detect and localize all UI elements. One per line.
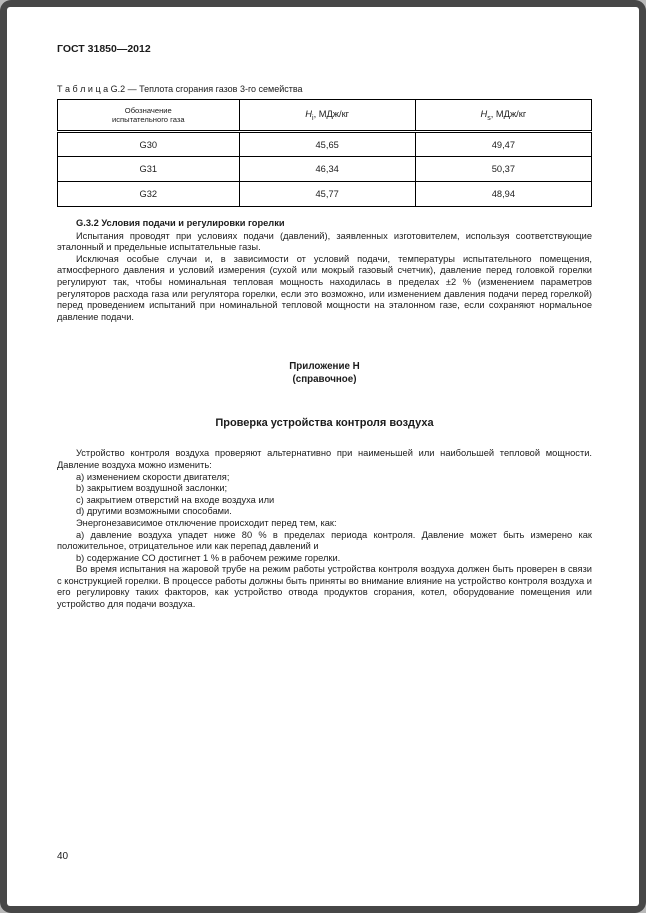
table-header-row <box>58 100 592 132</box>
table-row <box>58 182 592 207</box>
paragraph-shutdown-intro: Энергонезависимое отключение происходит перед тем, как: <box>76 517 337 528</box>
hs-subscript: s <box>487 114 491 122</box>
table-caption: Т а б л и ц а G.2 — Теплота сгорания газов 3-го семейства <box>57 84 303 94</box>
cell-gas: G30 <box>58 132 240 157</box>
table-row <box>58 132 592 157</box>
list-item-d: d) другими возможными способами. <box>76 506 232 517</box>
appendix-title-block <box>57 361 592 386</box>
hi-subscript: i <box>312 114 314 122</box>
table-header-hs <box>415 100 591 132</box>
paragraph-supply-conditions-2: Исключая особые случаи и, в зависимости от условий подачи, температуры испытательного помещения, атмосферного давления и условий измерения (сухой или мокрый газовый счетчик), давление перед головкой горелки регулируют так, чтобы номинальная тепловая мощность находилась в пределах ±2 % (изменением параметров регуляторов расхода газа или регулятора горелки, если это возможно, или изменением давления подачи перед горелкой) перед проведением испытаний при номинальной тепловой мощности на эталонном газе, если сохраняют нормальное давление подачи. <box>57 253 592 322</box>
section-heading-g32: G.3.2 Условия подачи и регулировки горелки <box>76 218 285 228</box>
cell-hs: 50,37 <box>415 157 591 182</box>
doc-standard-number: ГОСТ 31850—2012 <box>57 43 151 55</box>
hi-symbol: H <box>305 108 312 119</box>
page-number: 40 <box>57 851 69 862</box>
list-item-b: b) закрытием воздушной заслонки; <box>76 483 228 494</box>
cell-gas: G31 <box>58 157 240 182</box>
cell-hs: 48,94 <box>415 182 591 207</box>
cell-hs: 49,47 <box>415 132 591 157</box>
table-row <box>58 157 592 182</box>
cell-hi: 45,65 <box>239 132 415 157</box>
shutdown-condition-a: а) давление воздуха упадет ниже 80 % в пределах периода контроля. Давление может быть измерено как положительное, отрицательное или как перепад давлений и <box>57 529 592 552</box>
cell-hi: 46,34 <box>239 157 415 182</box>
paragraph-test-tube: Во время испытания на жаровой трубе на режим работы устройства контроля воздуха должен быть проверен в связи с конструкцией горелки. В процессе работы должны быть приняты во внимание влияние на устройство контроля воздуха и его регулировку таких факторов, как устройство отвода продуктов сгорания, котел, оборудование помещения или устройство для подачи воздуха. <box>57 564 592 610</box>
table-header-gas-line2: испытательного газа <box>111 115 185 124</box>
document-page <box>7 7 639 906</box>
appendix-subtitle: (справочное) <box>292 373 357 385</box>
hs-unit: , МДж/кг <box>490 108 527 119</box>
table-header-gas-line1: Обозначение <box>124 105 172 115</box>
table-header-hi <box>239 100 415 132</box>
table-head <box>58 100 592 132</box>
hi-unit: , МДж/кг <box>313 108 350 119</box>
hs-symbol: H <box>480 108 488 119</box>
paragraph-supply-conditions-1: Испытания проводят при условиях подачи (давлений), заявленных изготовителем, используя соответствующие эталонный и предельные испытательные газы. <box>57 230 592 253</box>
paragraph-air-control-intro: Устройство контроля воздуха проверяют альтернативно при наименьшей или наибольшей тепловой мощности. Давление воздуха можно изменить: <box>57 448 592 470</box>
list-item-a: a) изменением скорости двигателя; <box>76 471 230 482</box>
table-body <box>58 132 592 207</box>
cell-gas: G32 <box>58 182 240 207</box>
list-item-c: c) закрытием отверстий на входе воздуха или <box>76 494 275 505</box>
table-header-gas-designation <box>58 100 240 132</box>
shutdown-condition-b: b) содержание СО достигнет 1 % в рабочем режиме горелки. <box>76 552 341 563</box>
appendix-title: Приложение Н <box>289 361 360 373</box>
cell-hi: 45,77 <box>239 182 415 207</box>
combustion-heat-table <box>57 99 592 207</box>
appendix-heading: Проверка устройства контроля воздуха <box>215 417 434 430</box>
